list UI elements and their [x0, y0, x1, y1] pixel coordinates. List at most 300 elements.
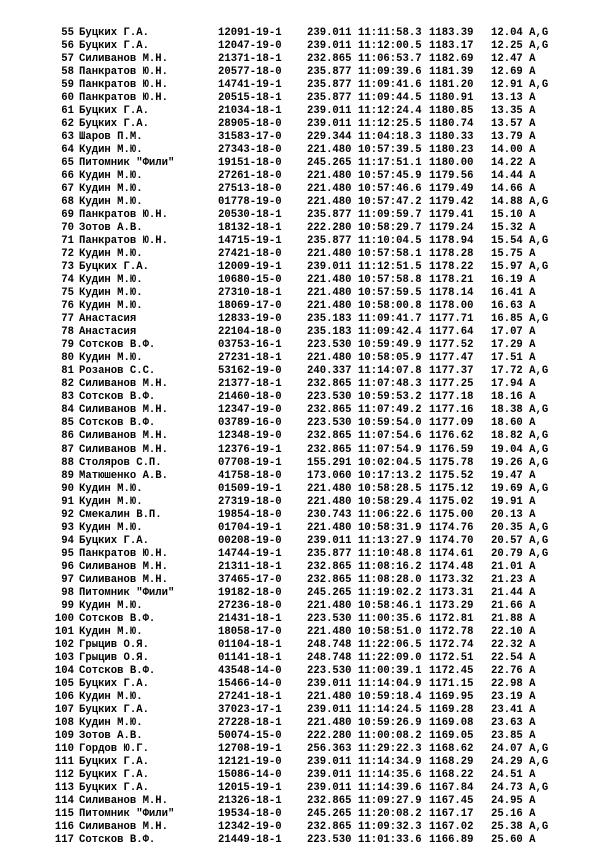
fancier-name: Буцких Г.А. — [79, 781, 149, 794]
speed-value: 1175.52 — [429, 469, 474, 482]
speed-value: 1180.33 — [429, 131, 474, 144]
table-row — [0, 548, 600, 561]
points-value: 24.07 A,G — [491, 742, 549, 755]
fancier-name: Силиванов М.Н. — [79, 404, 169, 417]
speed-value: 1178.94 — [429, 235, 474, 248]
table-row — [0, 378, 600, 391]
speed-value: 1172.78 — [429, 625, 474, 638]
place-number: 78 — [61, 326, 74, 339]
place-number: 59 — [61, 79, 74, 92]
speed-value: 1174.48 — [429, 560, 474, 573]
distance-km: 239.011 — [307, 261, 352, 274]
distance-km: 248.748 — [307, 638, 352, 651]
arrival-time: 11:08:16.2 — [358, 560, 422, 573]
speed-value: 1181.20 — [429, 79, 474, 92]
place-number: 107 — [54, 703, 74, 716]
ring-number: 12047-19-0 — [218, 40, 282, 53]
arrival-time: 10:57:39.5 — [358, 144, 422, 157]
place-number: 112 — [54, 768, 74, 781]
ring-number: 01704-19-1 — [218, 521, 282, 534]
ring-number: 15086-14-0 — [218, 768, 282, 781]
speed-value: 1172.45 — [429, 664, 474, 677]
table-row — [0, 626, 600, 639]
fancier-name: Буцких Г.А. — [79, 27, 149, 39]
arrival-time: 10:57:59.5 — [358, 287, 422, 300]
points-value: 12.47 A — [491, 53, 536, 66]
ring-number: 12121-19-0 — [218, 755, 282, 768]
table-row — [0, 717, 600, 730]
table-row — [0, 483, 600, 496]
fancier-name: Сотсков В.Ф. — [79, 612, 156, 625]
table-row — [0, 782, 600, 795]
fancier-name: Розанов С.С. — [79, 365, 156, 378]
ring-number: 00208-19-0 — [218, 534, 282, 547]
speed-value: 1175.78 — [429, 456, 474, 469]
points-value: 13.13 A — [491, 92, 536, 105]
ring-number: 19534-18-0 — [218, 807, 282, 820]
fancier-name: Буцких Г.А. — [79, 105, 149, 118]
ring-number: 12347-19-0 — [218, 404, 282, 417]
points-value: 17.29 A — [491, 339, 536, 352]
distance-km: 221.480 — [307, 144, 352, 157]
points-value: 22.76 A — [491, 664, 536, 677]
points-value: 14.88 A,G — [491, 196, 549, 209]
points-value: 18.60 A — [491, 417, 536, 430]
table-row — [0, 600, 600, 613]
points-value: 16.19 A — [491, 274, 536, 287]
table-row — [0, 326, 600, 339]
speed-value: 1178.14 — [429, 287, 474, 300]
points-value: 12.69 A — [491, 66, 536, 79]
place-number: 58 — [61, 66, 74, 79]
speed-value: 1179.56 — [429, 170, 474, 183]
fancier-name: Панкратов Ю.Н. — [79, 209, 169, 222]
arrival-time: 11:07:54.9 — [358, 443, 422, 456]
speed-value: 1180.00 — [429, 157, 474, 170]
points-value: 18.82 A,G — [491, 430, 549, 443]
distance-km: 256.363 — [307, 742, 352, 755]
arrival-time: 11:01:33.6 — [358, 833, 422, 846]
place-number: 60 — [61, 92, 74, 105]
fancier-name: Буцких Г.А. — [79, 768, 149, 781]
fancier-name: Кудин М.Ю. — [79, 287, 143, 300]
place-number: 100 — [54, 612, 74, 625]
ring-number: 50074-15-0 — [218, 729, 282, 742]
distance-km: 239.011 — [307, 703, 352, 716]
fancier-name: Силиванов М.Н. — [79, 573, 169, 586]
arrival-time: 11:09:32.3 — [358, 820, 422, 833]
arrival-time: 10:59:18.4 — [358, 690, 422, 703]
table-row — [0, 183, 600, 196]
distance-km: 239.011 — [307, 27, 352, 39]
distance-km: 221.480 — [307, 599, 352, 612]
points-value: 24.73 A,G — [491, 781, 549, 794]
place-number: 64 — [61, 144, 74, 157]
speed-value: 1177.52 — [429, 339, 474, 352]
fancier-name: Гордов Ю.Г. — [79, 742, 149, 755]
speed-value: 1177.16 — [429, 404, 474, 417]
points-value: 25.60 A — [491, 833, 536, 846]
points-value: 21.66 A — [491, 599, 536, 612]
place-number: 102 — [54, 638, 74, 651]
arrival-time: 11:12:00.5 — [358, 40, 422, 53]
fancier-name: Панкратов Ю.Н. — [79, 79, 169, 92]
ring-number: 43548-14-0 — [218, 664, 282, 677]
distance-km: 232.865 — [307, 378, 352, 391]
distance-km: 223.530 — [307, 391, 352, 404]
fancier-name: Кудин М.Ю. — [79, 144, 143, 157]
distance-km: 223.530 — [307, 612, 352, 625]
table-row — [0, 144, 600, 157]
points-value: 24.95 A — [491, 794, 536, 807]
fancier-name: Кудин М.Ю. — [79, 352, 143, 365]
table-row — [0, 587, 600, 600]
arrival-time: 11:09:59.7 — [358, 209, 422, 222]
fancier-name: Силиванов М.Н. — [79, 430, 169, 443]
place-number: 117 — [54, 833, 74, 846]
ring-number: 18058-17-0 — [218, 625, 282, 638]
ring-number: 27513-18-0 — [218, 183, 282, 196]
points-value: 21.44 A — [491, 586, 536, 599]
place-number: 79 — [61, 339, 74, 352]
points-value: 12.91 A,G — [491, 79, 549, 92]
fancier-name: Зотов А.В. — [79, 729, 143, 742]
points-value: 15.32 A — [491, 222, 536, 235]
arrival-time: 11:11:58.3 — [358, 27, 422, 39]
place-number: 65 — [61, 157, 74, 170]
distance-km: 235.877 — [307, 66, 352, 79]
arrival-time: 11:07:48.3 — [358, 378, 422, 391]
arrival-time: 10:59:49.9 — [358, 339, 422, 352]
fancier-name: Буцких Г.А. — [79, 534, 149, 547]
points-value: 16.85 A,G — [491, 313, 549, 326]
points-value: 22.98 A — [491, 677, 536, 690]
place-number: 74 — [61, 274, 74, 287]
fancier-name: Кудин М.Ю. — [79, 170, 143, 183]
fancier-name: Кудин М.Ю. — [79, 716, 143, 729]
ring-number: 20530-18-1 — [218, 209, 282, 222]
ring-number: 21371-18-1 — [218, 53, 282, 66]
ring-number: 19854-18-0 — [218, 508, 282, 521]
ring-number: 41758-18-0 — [218, 469, 282, 482]
points-value: 14.44 A — [491, 170, 536, 183]
ring-number: 12342-19-0 — [218, 820, 282, 833]
distance-km: 239.011 — [307, 781, 352, 794]
place-number: 61 — [61, 105, 74, 118]
arrival-time: 10:57:46.6 — [358, 183, 422, 196]
points-value: 20.35 A,G — [491, 521, 549, 534]
ring-number: 37023-17-1 — [218, 703, 282, 716]
speed-value: 1179.24 — [429, 222, 474, 235]
points-value: 22.10 A — [491, 625, 536, 638]
speed-value: 1174.61 — [429, 547, 474, 560]
fancier-name: Кудин М.Ю. — [79, 300, 143, 313]
points-value: 14.22 A — [491, 157, 536, 170]
points-value: 24.29 A,G — [491, 755, 549, 768]
distance-km: 235.877 — [307, 92, 352, 105]
table-row — [0, 339, 600, 352]
ring-number: 14741-19-1 — [218, 79, 282, 92]
arrival-time: 11:09:41.7 — [358, 313, 422, 326]
place-number: 70 — [61, 222, 74, 235]
fancier-name: Кудин М.Ю. — [79, 599, 143, 612]
table-row — [0, 313, 600, 326]
distance-km: 229.344 — [307, 131, 352, 144]
arrival-time: 11:13:27.9 — [358, 534, 422, 547]
table-row — [0, 404, 600, 417]
points-value: 18.38 A,G — [491, 404, 549, 417]
distance-km: 235.877 — [307, 547, 352, 560]
place-number: 115 — [54, 807, 74, 820]
table-row — [0, 704, 600, 717]
table-row — [0, 430, 600, 443]
place-number: 90 — [61, 482, 74, 495]
distance-km: 245.265 — [307, 807, 352, 820]
table-row — [0, 105, 600, 118]
place-number: 89 — [61, 469, 74, 482]
fancier-name: Панкратов Ю.Н. — [79, 235, 169, 248]
arrival-time: 11:09:44.5 — [358, 92, 422, 105]
place-number: 96 — [61, 560, 74, 573]
arrival-time: 10:58:46.1 — [358, 599, 422, 612]
speed-value: 1169.05 — [429, 729, 474, 742]
speed-value: 1175.02 — [429, 495, 474, 508]
ring-number: 27421-18-0 — [218, 248, 282, 261]
place-number: 99 — [61, 599, 74, 612]
distance-km: 232.865 — [307, 53, 352, 66]
arrival-time: 10:58:31.9 — [358, 521, 422, 534]
fancier-name: Кудин М.Ю. — [79, 274, 143, 287]
speed-value: 1173.29 — [429, 599, 474, 612]
speed-value: 1173.32 — [429, 573, 474, 586]
ring-number: 27343-18-0 — [218, 144, 282, 157]
ring-number: 27236-18-0 — [218, 599, 282, 612]
place-number: 67 — [61, 183, 74, 196]
points-value: 22.54 A — [491, 651, 536, 664]
fancier-name: Силиванов М.Н. — [79, 794, 169, 807]
points-value: 19.47 A — [491, 469, 536, 482]
table-row — [0, 391, 600, 404]
ring-number: 12348-19-0 — [218, 430, 282, 443]
place-number: 80 — [61, 352, 74, 365]
ring-number: 12015-19-1 — [218, 781, 282, 794]
points-value: 20.13 A — [491, 508, 536, 521]
ring-number: 27319-18-0 — [218, 495, 282, 508]
ring-number: 01778-19-0 — [218, 196, 282, 209]
arrival-time: 11:12:51.5 — [358, 261, 422, 274]
points-value: 18.16 A — [491, 391, 536, 404]
arrival-time: 10:58:00.8 — [358, 300, 422, 313]
distance-km: 230.743 — [307, 508, 352, 521]
distance-km: 221.480 — [307, 196, 352, 209]
fancier-name: Матюшенко А.В. — [79, 469, 169, 482]
place-number: 57 — [61, 53, 74, 66]
points-value: 19.04 A,G — [491, 443, 549, 456]
points-value: 23.85 A — [491, 729, 536, 742]
fancier-name: Смекалин В.П. — [79, 508, 162, 521]
speed-value: 1179.41 — [429, 209, 474, 222]
distance-km: 155.291 — [307, 456, 352, 469]
fancier-name: Анастасия — [79, 313, 137, 326]
distance-km: 221.480 — [307, 300, 352, 313]
place-number: 82 — [61, 378, 74, 391]
place-number: 76 — [61, 300, 74, 313]
arrival-time: 11:14:24.5 — [358, 703, 422, 716]
table-row — [0, 131, 600, 144]
speed-value: 1177.64 — [429, 326, 474, 339]
ring-number: 21311-18-1 — [218, 560, 282, 573]
points-value: 12.25 A,G — [491, 40, 549, 53]
place-number: 114 — [54, 794, 74, 807]
arrival-time: 11:10:48.8 — [358, 547, 422, 560]
distance-km: 239.011 — [307, 768, 352, 781]
ring-number: 01141-18-1 — [218, 651, 282, 664]
table-row — [0, 248, 600, 261]
ring-number: 15466-14-0 — [218, 677, 282, 690]
distance-km: 239.011 — [307, 118, 352, 131]
fancier-name: Зотов А.В. — [79, 222, 143, 235]
results-table — [0, 27, 600, 847]
ring-number: 27261-18-0 — [218, 170, 282, 183]
place-number: 77 — [61, 313, 74, 326]
distance-km: 221.480 — [307, 521, 352, 534]
fancier-name: Силиванов М.Н. — [79, 53, 169, 66]
arrival-time: 10:02:04.5 — [358, 456, 422, 469]
ring-number: 18132-18-1 — [218, 222, 282, 235]
distance-km: 248.748 — [307, 651, 352, 664]
place-number: 97 — [61, 573, 74, 586]
place-number: 73 — [61, 261, 74, 274]
speed-value: 1167.84 — [429, 781, 474, 794]
points-value: 19.91 A — [491, 495, 536, 508]
points-value: 12.04 A,G — [491, 27, 549, 39]
speed-value: 1180.23 — [429, 144, 474, 157]
table-row — [0, 769, 600, 782]
arrival-time: 11:06:22.6 — [358, 508, 422, 521]
speed-value: 1177.18 — [429, 391, 474, 404]
table-row — [0, 235, 600, 248]
points-value: 13.79 A — [491, 131, 536, 144]
fancier-name: Силиванов М.Н. — [79, 443, 169, 456]
fancier-name: Панкратов Ю.Н. — [79, 92, 169, 105]
place-number: 88 — [61, 456, 74, 469]
fancier-name: Буцких Г.А. — [79, 118, 149, 131]
fancier-name: Грыцив О.Я. — [79, 638, 149, 651]
distance-km: 232.865 — [307, 820, 352, 833]
table-row — [0, 417, 600, 430]
points-value: 21.88 A — [491, 612, 536, 625]
fancier-name: Буцких Г.А. — [79, 261, 149, 274]
distance-km: 232.865 — [307, 404, 352, 417]
arrival-time: 10:59:54.0 — [358, 417, 422, 430]
table-row — [0, 222, 600, 235]
arrival-time: 11:00:08.2 — [358, 729, 422, 742]
place-number: 104 — [54, 664, 74, 677]
table-row — [0, 92, 600, 105]
ring-number: 21034-18-1 — [218, 105, 282, 118]
speed-value: 1174.76 — [429, 521, 474, 534]
speed-value: 1183.39 — [429, 27, 474, 39]
speed-value: 1175.00 — [429, 508, 474, 521]
table-row — [0, 496, 600, 509]
speed-value: 1172.81 — [429, 612, 474, 625]
ring-number: 27241-18-1 — [218, 690, 282, 703]
table-row — [0, 261, 600, 274]
ring-number: 14715-19-1 — [218, 235, 282, 248]
speed-value: 1176.62 — [429, 430, 474, 443]
speed-value: 1168.22 — [429, 768, 474, 781]
table-row — [0, 53, 600, 66]
arrival-time: 11:14:04.9 — [358, 677, 422, 690]
fancier-name: Питомник "Фили" — [79, 586, 175, 599]
speed-value: 1183.17 — [429, 40, 474, 53]
points-value: 23.41 A — [491, 703, 536, 716]
speed-value: 1178.28 — [429, 248, 474, 261]
place-number: 75 — [61, 287, 74, 300]
table-row — [0, 274, 600, 287]
table-row — [0, 756, 600, 769]
table-row — [0, 444, 600, 457]
table-row — [0, 574, 600, 587]
distance-km: 239.011 — [307, 534, 352, 547]
ring-number: 20515-18-1 — [218, 92, 282, 105]
place-number: 56 — [61, 40, 74, 53]
fancier-name: Буцких Г.А. — [79, 755, 149, 768]
place-number: 101 — [54, 625, 74, 638]
table-row — [0, 470, 600, 483]
distance-km: 232.865 — [307, 443, 352, 456]
place-number: 111 — [54, 755, 74, 768]
distance-km: 232.865 — [307, 560, 352, 573]
arrival-time: 10:58:29.7 — [358, 222, 422, 235]
speed-value: 1177.25 — [429, 378, 474, 391]
fancier-name: Кудин М.Ю. — [79, 690, 143, 703]
ring-number: 12833-19-0 — [218, 313, 282, 326]
place-number: 55 — [61, 27, 74, 39]
points-value: 17.07 A — [491, 326, 536, 339]
arrival-time: 11:20:08.2 — [358, 807, 422, 820]
speed-value: 1172.74 — [429, 638, 474, 651]
fancier-name: Сотсков В.Ф. — [79, 339, 156, 352]
speed-value: 1173.31 — [429, 586, 474, 599]
points-value: 23.19 A — [491, 690, 536, 703]
distance-km: 221.480 — [307, 274, 352, 287]
fancier-name: Буцких Г.А. — [79, 703, 149, 716]
speed-value: 1176.59 — [429, 443, 474, 456]
distance-km: 232.865 — [307, 794, 352, 807]
speed-value: 1178.21 — [429, 274, 474, 287]
arrival-time: 11:09:42.4 — [358, 326, 422, 339]
speed-value: 1181.39 — [429, 66, 474, 79]
points-value: 15.75 A — [491, 248, 536, 261]
table-row — [0, 535, 600, 548]
ring-number: 27231-18-1 — [218, 352, 282, 365]
arrival-time: 11:14:39.6 — [358, 781, 422, 794]
place-number: 94 — [61, 534, 74, 547]
speed-value: 1177.71 — [429, 313, 474, 326]
ring-number: 21431-18-1 — [218, 612, 282, 625]
fancier-name: Грыцив О.Я. — [79, 651, 149, 664]
distance-km: 239.011 — [307, 677, 352, 690]
ring-number: 21326-18-1 — [218, 794, 282, 807]
arrival-time: 10:58:05.9 — [358, 352, 422, 365]
points-value: 17.72 A,G — [491, 365, 549, 378]
points-value: 21.01 A — [491, 560, 536, 573]
fancier-name: Буцких Г.А. — [79, 677, 149, 690]
points-value: 14.00 A — [491, 144, 536, 157]
distance-km: 223.530 — [307, 339, 352, 352]
table-row — [0, 808, 600, 821]
